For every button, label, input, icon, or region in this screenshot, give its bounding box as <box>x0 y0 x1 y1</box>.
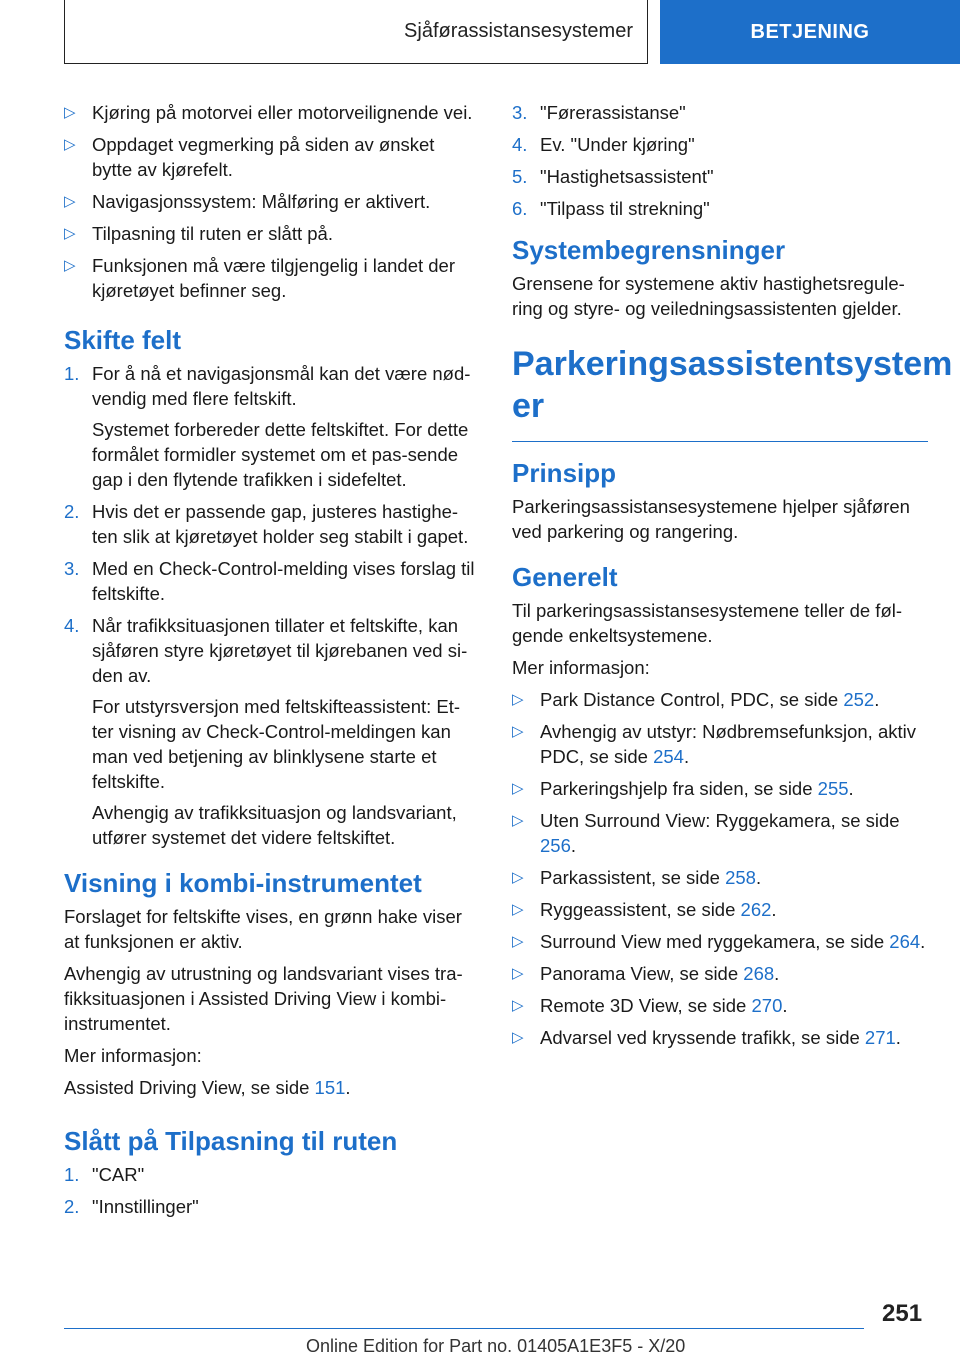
triangle-bullet-icon: ▷ <box>512 691 524 708</box>
triangle-bullet-icon: ▷ <box>512 933 524 950</box>
list-item-end: . <box>848 778 854 799</box>
triangle-bullet-icon: ▷ <box>512 780 524 797</box>
list-item-text: Funksjonen må være tilgjengelig i landet der kjøretøyet befinner seg. <box>92 255 456 301</box>
step-extra-paragraph: Systemet forbereder dette feltskiftet. For dette formålet formidler systemet om et pas-sende gap i den flytende trafikken i sidefeltet. <box>92 419 469 490</box>
footer-edition: Online Edition for Part no. 01405A1E3F5 - X/20 <box>306 1336 686 1356</box>
step-extra-paragraph: Avhengig av trafikksituasjon og landsvariant, utfører systemet det videre feltskiftet. <box>92 802 457 848</box>
page-link-151[interactable]: 151 <box>314 1077 346 1098</box>
list-item-text: Advarsel ved kryssende trafikk, se side <box>540 1027 865 1048</box>
generelt-more-info: Mer informasjon: <box>512 657 650 678</box>
list-item <box>64 100 478 125</box>
step-text: "Tilpass til strekning" <box>540 198 710 219</box>
header-section-title: Sjåførassistansesystemer <box>404 20 633 42</box>
step-item <box>512 132 928 157</box>
list-item-text: Parkeringshjelp fra siden, se side <box>540 778 818 799</box>
page-link[interactable]: 268 <box>743 963 775 984</box>
heading-slatt-pa: Slått på Tilpasning til ruten <box>64 1126 398 1156</box>
step-number: 2. <box>64 1196 80 1217</box>
step-number: 5. <box>512 166 528 187</box>
list-item-end: . <box>570 835 577 856</box>
list-item-text: Avhengig av utstyr: Nødbremsefunksjon, aktiv PDC, se side <box>540 721 916 767</box>
list-item-text: Surround View med ryggekamera, se side <box>540 931 890 952</box>
step-item <box>64 361 478 492</box>
triangle-bullet-icon: ▷ <box>64 104 76 121</box>
list-item <box>512 1025 928 1050</box>
visning-paragraph-2: Avhengig av utrustning og landsvariant vises tra-fikksituasjonen i Assisted Driving View i kombi-instrumentet. <box>64 963 463 1034</box>
list-item <box>512 719 928 769</box>
list-item <box>512 993 928 1018</box>
header-chapter-title: BETJENING <box>750 20 870 43</box>
page-number: 251 <box>882 1300 923 1327</box>
step-text: Ev. "Under kjøring" <box>540 134 695 155</box>
list-item-end: . <box>774 963 780 984</box>
step-item <box>64 1194 478 1219</box>
prinsipp-paragraph: Parkeringsassistansesystemene hjelper sjåføren ved parkering og rangering. <box>512 496 910 542</box>
triangle-bullet-icon: ▷ <box>64 257 76 274</box>
list-item <box>512 687 928 712</box>
step-number: 2. <box>64 501 80 522</box>
page-link[interactable]: 254 <box>653 746 684 767</box>
right-column <box>512 100 953 1057</box>
list-item <box>512 897 928 922</box>
header-section-box <box>64 0 648 64</box>
list-item-text: Tilpasning til ruten er slått på. <box>92 223 333 244</box>
generelt-system-list <box>512 687 928 1050</box>
triangle-bullet-icon: ▷ <box>512 812 524 829</box>
footer-divider <box>64 1328 864 1329</box>
step-text: For å nå et navigasjonsmål kan det være nød-vendig med flere feltskift. <box>92 363 471 409</box>
step-text: Med en Check-Control-melding vises forslag til feltskifte. <box>92 558 475 604</box>
list-item <box>64 221 478 246</box>
list-item <box>64 132 478 182</box>
list-item-end: . <box>771 899 777 920</box>
triangle-bullet-icon: ▷ <box>512 965 524 982</box>
list-item-end: . <box>683 746 690 767</box>
triangle-bullet-icon: ▷ <box>512 1029 524 1046</box>
list-item-text: Panorama View, se side <box>540 963 744 984</box>
step-number: 3. <box>64 558 80 579</box>
step-text: "Innstillinger" <box>92 1196 199 1217</box>
heading-skifte-felt: Skifte felt <box>64 325 182 355</box>
list-item-end: . <box>895 1027 901 1048</box>
page-link[interactable]: 264 <box>889 931 921 952</box>
step-text: "CAR" <box>92 1164 145 1185</box>
visning-paragraph-1: Forslaget for feltskifte vises, en grønn hake viser at funksjonen er aktiv. <box>64 906 462 952</box>
list-item-text: Parkassistent, se side <box>540 867 726 888</box>
slatt-step-list <box>64 1162 478 1219</box>
step-item <box>512 100 928 125</box>
step-item <box>512 196 928 221</box>
systembegr-paragraph: Grensene for systemene aktiv hastighetsregule-ring og styre- og veiledningsassistenten gjelder. <box>512 273 905 319</box>
list-item <box>512 929 928 954</box>
left-column <box>64 100 478 1226</box>
list-item-end: . <box>782 995 788 1016</box>
step-item <box>64 499 478 549</box>
page-link[interactable]: 271 <box>864 1027 896 1048</box>
triangle-bullet-icon: ▷ <box>512 901 524 918</box>
heading-visning: Visning i kombi-instrumentet <box>64 868 422 898</box>
generelt-paragraph: Til parkeringsassistansesystemene teller de føl-gende enkeltsystemene. <box>512 600 903 646</box>
heading-parkeringsassistentsystemer: Parkeringsassistentsystem er <box>512 345 953 425</box>
heading-prinsipp: Prinsipp <box>512 458 617 488</box>
list-item-text: Park Distance Control, PDC, se side <box>540 689 844 710</box>
visning-reference-text: Assisted Driving View, se side <box>64 1077 315 1098</box>
step-text: "Førerassistanse" <box>540 102 686 123</box>
page-link[interactable]: 262 <box>740 899 772 920</box>
skifte-step-list <box>64 361 478 850</box>
continued-step-list <box>512 100 928 221</box>
page-link[interactable]: 255 <box>817 778 849 799</box>
list-item-text: Navigasjonssystem: Målføring er aktivert. <box>92 191 431 212</box>
step-number: 3. <box>512 102 528 123</box>
page-link[interactable]: 252 <box>843 689 875 710</box>
visning-reference <box>64 1075 478 1100</box>
list-item <box>512 776 928 801</box>
heading-generelt: Generelt <box>512 562 618 592</box>
list-item <box>512 961 928 986</box>
header-chapter-tab <box>660 0 960 64</box>
triangle-bullet-icon: ▷ <box>64 193 76 210</box>
list-item-text: Uten Surround View: Ryggekamera, se side <box>540 810 900 831</box>
visning-reference-end: . <box>345 1077 351 1098</box>
list-item-end: . <box>755 867 762 888</box>
triangle-bullet-icon: ▷ <box>64 136 76 153</box>
step-extra-paragraph: For utstyrsversjon med feltskifteassistent: Et-ter visning av Check-Control-meldingen kan man ved betjening av blinklysene starte et feltskifte. <box>92 696 461 792</box>
list-item-text: Kjøring på motorvei eller motorveilignende vei. <box>92 102 473 123</box>
list-item-text: Ryggeassistent, se side <box>540 899 741 920</box>
step-number: 1. <box>64 363 80 384</box>
triangle-bullet-icon: ▷ <box>512 869 524 886</box>
page-link[interactable]: 256 <box>540 835 571 856</box>
step-item <box>64 1162 478 1187</box>
step-item <box>64 613 478 850</box>
triangle-bullet-icon: ▷ <box>64 225 76 242</box>
section-divider <box>512 441 928 442</box>
page-link[interactable]: 270 <box>751 995 783 1016</box>
step-text: Når trafikksituasjonen tillater et feltskifte, kan sjåføren styre kjøretøyet til kjørebanen ved si-den av. <box>92 615 468 686</box>
list-item <box>64 189 478 214</box>
step-item <box>64 556 478 606</box>
list-item-text: Remote 3D View, se side <box>540 995 752 1016</box>
list-item <box>512 865 928 890</box>
step-number: 6. <box>512 198 528 219</box>
list-item-end: . <box>874 689 880 710</box>
step-text: "Hastighetsassistent" <box>540 166 714 187</box>
step-number: 1. <box>64 1164 80 1185</box>
step-number: 4. <box>512 134 528 155</box>
list-item <box>512 808 928 858</box>
step-item <box>512 164 928 189</box>
page-link[interactable]: 258 <box>725 867 756 888</box>
intro-bullet-list <box>64 100 478 303</box>
triangle-bullet-icon: ▷ <box>512 997 524 1014</box>
step-text: Hvis det er passende gap, justeres hastighe-ten slik at kjøretøyet holder seg stabilt i gapet. <box>92 501 469 547</box>
list-item <box>64 253 478 303</box>
list-item-text: Oppdaget vegmerking på siden av ønsket bytte av kjørefelt. <box>92 134 435 180</box>
visning-paragraph-3: Mer informasjon: <box>64 1045 202 1066</box>
heading-systembegrensninger: Systembegrensninger <box>512 235 786 265</box>
list-item-end: . <box>920 931 926 952</box>
triangle-bullet-icon: ▷ <box>512 723 524 740</box>
step-number: 4. <box>64 615 80 636</box>
